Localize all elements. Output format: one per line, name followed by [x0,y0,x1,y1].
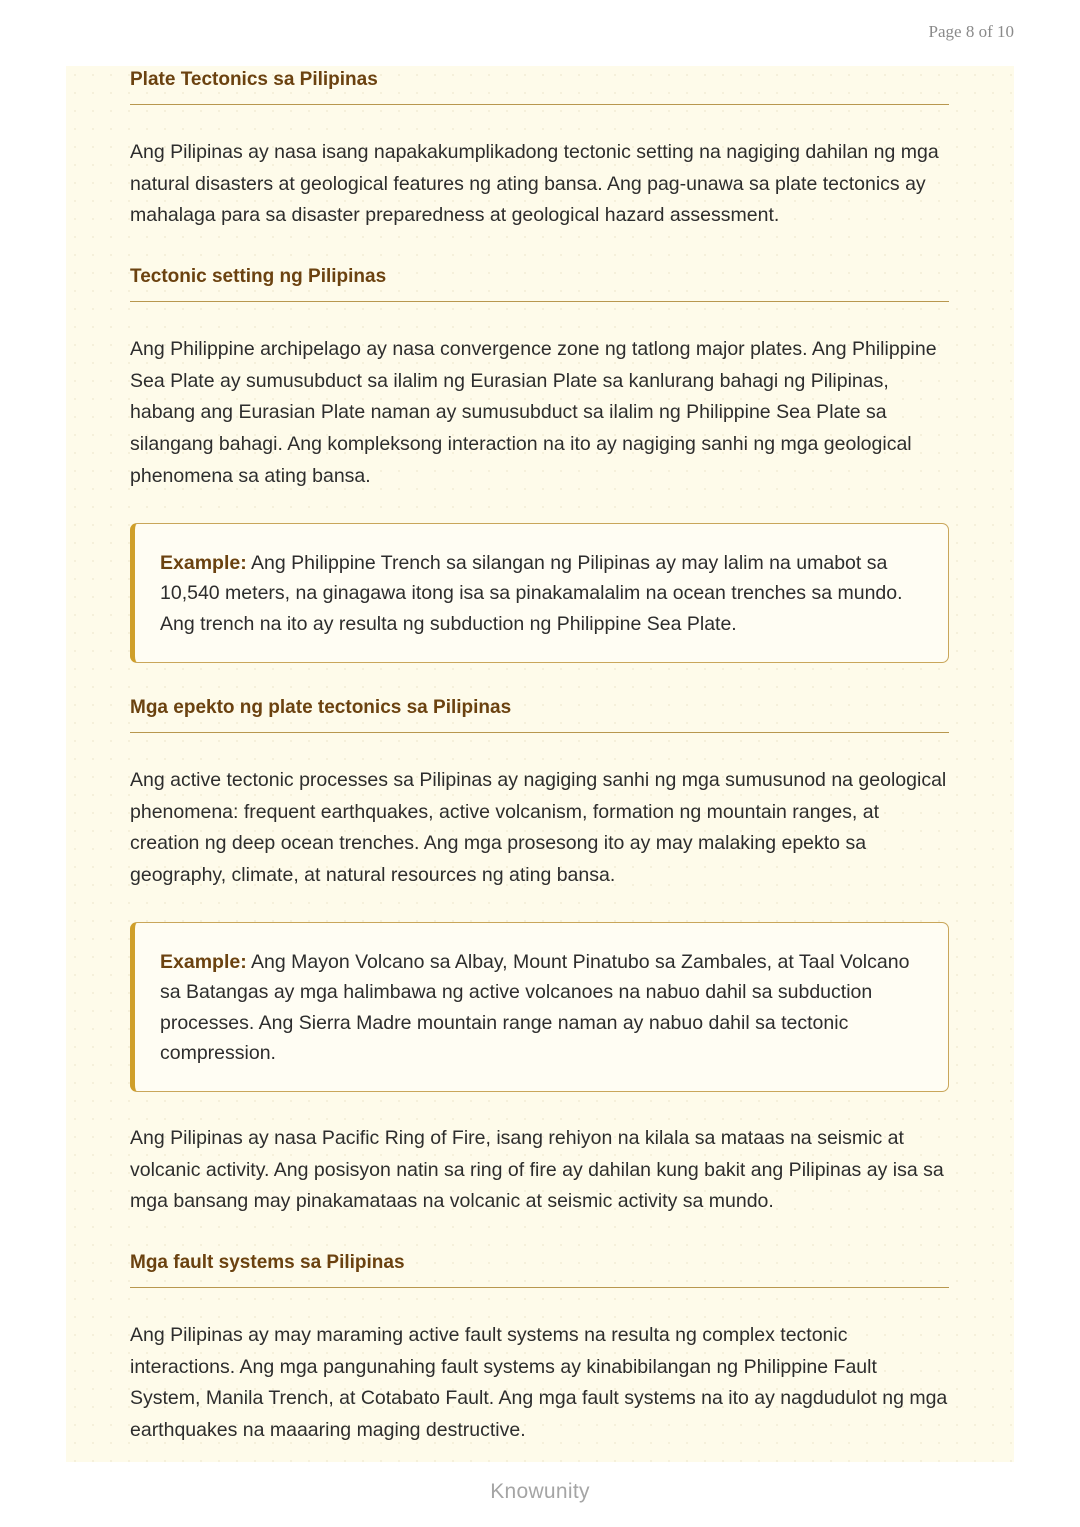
section-heading-plate-tectonics: Plate Tectonics sa Pilipinas [130,69,378,90]
section-heading-tectonic-setting: Tectonic setting ng Pilipinas [130,266,387,287]
example-text-trench [160,548,920,639]
heading-divider [130,104,949,105]
page-number: Page 8 of 10 [928,22,1014,41]
heading-divider [130,732,949,733]
example-box-trench [130,523,949,663]
example-body: Ang Philippine Trench sa silangan ng Pilipinas ay may lalim na umabot sa 10,540 meters, na ginagawa itong isa sa pinakamalalim na ocean trenches sa mundo. Ang trench na ito ay resulta ng subduction ng Philippine Sea Plate. [160,552,903,635]
example-text-volcanoes [160,947,920,1068]
paragraph-effects: Ang active tectonic processes sa Pilipinas ay nagiging sanhi ng mga sumusunod na geological phenomena: frequent earthquakes, active volcanism, formation ng mountain ranges, at creation ng deep ocean trenches. Ang mga prosesong ito ay may malaking epekto sa geography, climate, at natural resources ng ating bansa. [130,769,947,887]
heading-divider [130,1287,949,1288]
paragraph-tectonic-setting: Ang Philippine archipelago ay nasa convergence zone ng tatlong major plates. Ang Philippine Sea Plate ay sumusubduct sa ilalim ng Eurasian Plate sa kanlurang bahagi ng Pilipinas, habang ang Eurasian Plate naman ay sumusubduct sa ilalim ng Philippine Sea Plate sa silangang bahagi. Ang kompleksong interaction na ito ay nagiging sanhi ng mga geological phenomena sa ating bansa. [130,338,937,487]
example-body: Ang Mayon Volcano sa Albay, Mount Pinatubo sa Zambales, at Taal Volcano sa Batangas ay mga halimbawa ng active volcanoes na nabuo dahil sa subduction processes. Ang Sierra Madre mountain range naman ay nabuo dahil sa tectonic compression. [160,951,910,1064]
content-panel [66,66,1014,1462]
paragraph-intro: Ang Pilipinas ay nasa isang napakakumplikadong tectonic setting na nagiging dahilan ng mga natural disasters at geological features ng ating bansa. Ang pag-unawa sa plate tectonics ay mahalaga para sa disaster preparedness at geological hazard assessment. [130,141,939,227]
paragraph-ring-of-fire: Ang Pilipinas ay nasa Pacific Ring of Fire, isang rehiyon na kilala sa mataas na seismic at volcanic activity. Ang posisyon natin sa ring of fire ay dahilan kung bakit ang Pilipinas ay isa sa mga bansang may pinakamataas na volcanic at seismic activity sa mundo. [130,1127,944,1213]
heading-divider [130,301,949,302]
footer-brand: Knowunity [490,1480,590,1503]
example-label: Example: [160,951,247,973]
section-heading-effects: Mga epekto ng plate tectonics sa Pilipinas [130,697,512,718]
paragraph-fault-systems: Ang Pilipinas ay may maraming active fault systems na resulta ng complex tectonic interactions. Ang mga pangunahing fault systems ay kinabibilangan ng Philippine Fault System, Manila Trench, at Cotabato Fault. Ang mga fault systems na ito ay nagdudulot ng mga earthquakes na maaaring maging destructive. [130,1324,948,1442]
section-heading-fault-systems: Mga fault systems sa Pilipinas [130,1252,405,1273]
example-label: Example: [160,552,247,574]
example-box-volcanoes [130,922,949,1092]
